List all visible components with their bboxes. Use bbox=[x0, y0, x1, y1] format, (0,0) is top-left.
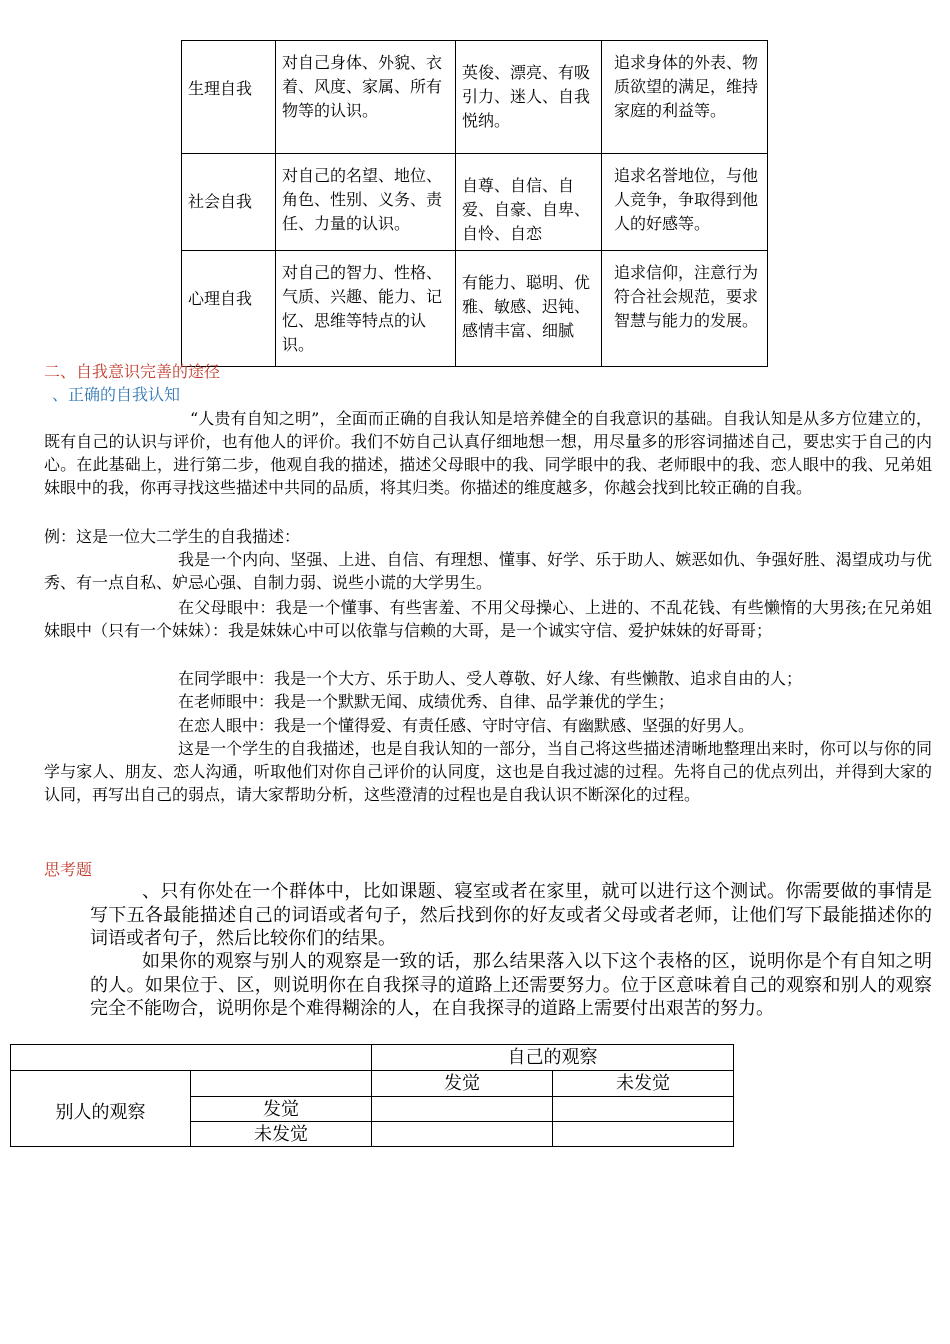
paragraph-lover-view: 在恋人眼中：我是一个懂得爱、有责任感、守时守信、有幽默感、坚强的好男人。 bbox=[178, 716, 755, 735]
section-subtitle: 、正确的自我认知 bbox=[52, 385, 181, 404]
table-row bbox=[182, 251, 768, 367]
section-title: 二、自我意识完善的途径 bbox=[44, 362, 221, 381]
table-row bbox=[11, 1045, 734, 1071]
self-content-cell: 对自己的智力、性格、气质、兴趣、能力、记忆、思维等特点的认识。 bbox=[276, 251, 456, 367]
self-pursuit-cell: 追求名誉地位，与他人竞争，争取得到他人的好感等。 bbox=[602, 154, 768, 251]
self-observation-header: 自己的观察 bbox=[372, 1045, 734, 1071]
self-type-cell: 社会自我 bbox=[182, 154, 276, 251]
self-type-cell: 生理自我 bbox=[182, 41, 276, 154]
self-feeling-cell: 自尊、自信、自爱、自豪、自卑、自怜、自恋 bbox=[456, 154, 602, 251]
self-feeling-cell: 有能力、聪明、优雅、敏感、迟钝、感情丰富、细腻 bbox=[456, 251, 602, 367]
others-found-header: 发觉 bbox=[191, 1097, 372, 1122]
empty-cell bbox=[553, 1122, 734, 1147]
others-observation-header: 别人的观察 bbox=[11, 1071, 191, 1147]
empty-cell bbox=[11, 1045, 372, 1071]
empty-cell bbox=[372, 1097, 553, 1122]
think-title: 思考题 bbox=[44, 860, 93, 879]
think-question-1: 、只有你处在一个群体中，比如课题、寝室或者在家里，就可以进行这个测试。你需要做的事情是写下五各最能描述自己的词语或者句子，然后找到你的好友或者父母或者老师，让他们写下最能描述你的词语或者句子，然后比较你们的结果。 bbox=[90, 881, 932, 949]
paragraph-classmates-view: 在同学眼中：我是一个大方、乐于助人、受人尊敬、好人缘、有些懒散、追求自由的人； bbox=[178, 669, 803, 688]
paragraph-summary: 这是一个学生的自我描述，也是自我认知的一部分，当自己将这些描述清晰地整理出来时，你可以与你的同学与家人、朋友、恋人沟通，听取他们对你自己评价的认同度，这也是自我过滤的过程。先将自己的优点列出，并得到大家的认同，再写出自己的弱点，请大家帮助分析，这些澄清的过程也是自我认识不断深化的过程。 bbox=[44, 739, 932, 804]
paragraph-parents-view: 在父母眼中：我是一个懂事、有些害羞、不用父母操心、上进的、不乱花钱、有些懒惰的大男孩;在兄弟姐妹眼中（只有一个妹妹）：我是妹妹心中可以依靠与信赖的大哥，是一个诚实守信、爱护妹妹的好哥哥； bbox=[44, 598, 932, 640]
others-not-found-header: 未发觉 bbox=[191, 1122, 372, 1147]
self-not-found-header: 未发觉 bbox=[553, 1071, 734, 1097]
paragraph-intro: “人贵有自知之明”，全面而正确的自我认知是培养健全的自我意识的基础。自我认知是从多方位建立的，既有自己的认识与评价，也有他人的评价。我们不妨自己认真仔细地想一想，用尽量多的形容词描述自己，要忠实于自己的内心。在此基础上，进行第二步，他观自我的描述，描述父母眼中的我、同学眼中的我、老师眼中的我、恋人眼中的我、兄弟姐妹眼中的我，你再寻找这些描述中共同的品质，将其归类。你描述的维度越多，你越会找到比较正确的自我。 bbox=[44, 409, 932, 497]
self-content-cell: 对自己身体、外貌、衣着、风度、家属、所有物等的认识。 bbox=[276, 41, 456, 154]
table-row bbox=[11, 1071, 734, 1097]
self-type-cell: 心理自我 bbox=[182, 251, 276, 367]
empty-cell bbox=[191, 1071, 372, 1097]
self-pursuit-cell: 追求身体的外表、物质欲望的满足，维持家庭的利益等。 bbox=[602, 41, 768, 154]
observation-table bbox=[10, 1044, 734, 1147]
empty-cell bbox=[553, 1097, 734, 1122]
self-types-table bbox=[181, 40, 768, 367]
self-content-cell: 对自己的名望、地位、角色、性别、义务、责任、力量的认识。 bbox=[276, 154, 456, 251]
paragraph-self-description: 我是一个内向、坚强、上进、自信、有理想、懂事、好学、乐于助人、嫉恶如仇、争强好胜、渴望成功与优秀、有一点自私、妒忌心强、自制力弱、说些小谎的大学男生。 bbox=[44, 550, 932, 592]
table-row bbox=[182, 154, 768, 251]
self-feeling-cell: 英俊、漂亮、有吸引力、迷人、自我悦纳。 bbox=[456, 41, 602, 154]
self-found-header: 发觉 bbox=[372, 1071, 553, 1097]
think-question-2: 如果你的观察与别人的观察是一致的话，那么结果落入以下这个表格的区，说明你是个有自知之明的人。如果位于、区，则说明你在自我探寻的道路上还需要努力。位于区意味着自己的观察和别人的观察完全不能吻合，说明你是个难得糊涂的人，在自我探寻的道路上需要付出艰苦的努力。 bbox=[90, 951, 932, 1019]
paragraph-teacher-view: 在老师眼中：我是一个默默无闻、成绩优秀、自律、品学兼优的学生； bbox=[178, 692, 675, 711]
empty-cell bbox=[372, 1122, 553, 1147]
self-pursuit-cell: 追求信仰，注意行为符合社会规范，要求智慧与能力的发展。 bbox=[602, 251, 768, 367]
example-intro: 例：这是一位大二学生的自我描述： bbox=[44, 527, 301, 546]
table-row bbox=[182, 41, 768, 154]
